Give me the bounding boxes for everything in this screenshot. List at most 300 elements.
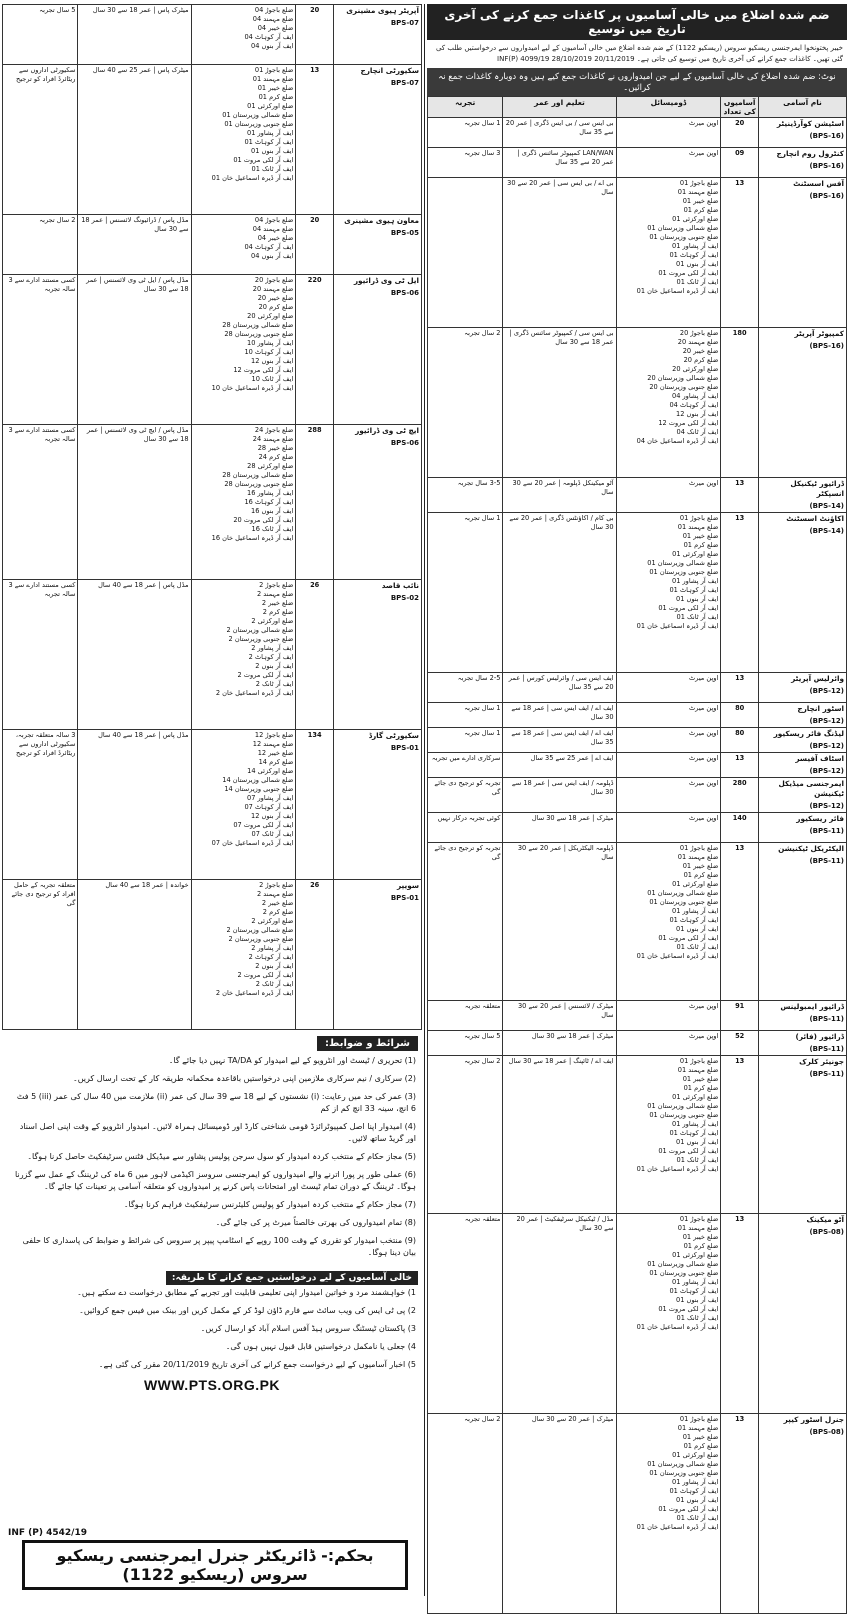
domicile-line: ضلع کرم 14	[258, 758, 294, 766]
domicile-line: ایف آر لکی مروت 01	[658, 1305, 719, 1313]
cell-count: 09	[721, 148, 759, 178]
domicile-line: ایف آر پشاور 01	[672, 907, 719, 915]
domicile-line: ایف آر ٹانک 04	[676, 428, 719, 436]
domicile-line: ایف آر کوہاٹ 07	[244, 803, 294, 811]
term-item: (8) تمام امیدواروں کی بھرتی خالصتاً میرٹ پر کی جائے گی۔	[215, 1218, 416, 1227]
domicile-line: ضلع خیبر 04	[257, 24, 294, 32]
cell-education: مڈل پاس | عمر 18 سے 40 سال	[78, 580, 191, 730]
domicile-line: اوپن میرٹ	[688, 1002, 719, 1010]
cell-domicile	[191, 425, 296, 580]
post-name: وائرلیس آپریٹر	[791, 674, 844, 683]
domicile-line: ضلع جنوبی وزیرستان 01	[649, 233, 719, 241]
domicile-line: ضلع اورکزئی 20	[672, 365, 719, 373]
cell-education: مڈل پاس / ایچ ٹی وی لائسنس | عمر 18 سے 30 سال	[78, 425, 191, 580]
domicile-line: ایف آر لکی مروت 01	[658, 269, 719, 277]
cell-count: 91	[721, 1001, 759, 1031]
left-column	[2, 4, 422, 1598]
domicile-line: ضلع کرم 01	[683, 1242, 719, 1250]
header-post: نام آسامی	[759, 97, 847, 118]
domicile-line: ضلع باجوڑ 01	[679, 1057, 719, 1065]
post-name: آفس اسسٹنٹ	[793, 179, 844, 188]
domicile-line: ضلع خیبر 01	[257, 84, 294, 92]
domicile-line: ضلع خیبر 12	[257, 749, 294, 757]
apply-title: خالی آسامیوں کے لیے درخواستیں جمع کرانے کا طریقہ:	[166, 1271, 418, 1285]
table-row	[428, 778, 847, 813]
cell-education: بی ایس سی / بی ایس ڈگری | عمر 20 سے 35 سال	[503, 118, 616, 148]
cell-domicile	[616, 728, 721, 753]
apply-item: 1) خواہشمند مرد و خواتین امیدوار اپنی تعلیمی قابلیت اور تجربے کے مطابق درخواست دے سکتے ہیں۔	[77, 1288, 416, 1297]
domicile-line: ایف آر بنوں 01	[676, 925, 719, 933]
cell-experience: 2 سال تجربہ	[428, 328, 503, 478]
cell-experience: 5 سال تجربہ	[428, 1031, 503, 1056]
terms-section	[2, 1030, 422, 1393]
domicile-line: ایف آر کوہاٹ 10	[244, 348, 294, 356]
post-bps: (BPS-11)	[809, 827, 844, 835]
cell-experience: 3-5 سال تجربہ	[428, 478, 503, 513]
domicile-line: ایف آر ٹانک 01	[676, 1514, 719, 1522]
cell-experience: کسی مستند ادارے سے 3 سالہ تجربہ	[3, 580, 78, 730]
domicile-line: ضلع شمالی وزیرستان 01	[647, 559, 719, 567]
domicile-line: ایف آر ڈیرہ اسماعیل خان 01	[211, 174, 294, 182]
domicile-line: ایف آر کوہاٹ 16	[244, 498, 294, 506]
cell-domicile	[191, 65, 296, 215]
cell-domicile	[616, 1414, 721, 1614]
domicile-line: ضلع کرم 01	[683, 1442, 719, 1450]
cell-count: 26	[296, 880, 334, 1030]
domicile-line: ایف آر لکی مروت 2	[237, 671, 294, 679]
cell-count: 80	[721, 728, 759, 753]
domicile-line: اوپن میرٹ	[688, 814, 719, 822]
domicile-line: ضلع باجوڑ 01	[679, 514, 719, 522]
cell-experience: تجربہ کو ترجیح دی جائے گی	[428, 843, 503, 1001]
term-item: (4) امیدوار اپنا اصل کمپیوٹرائزڈ قومی شناختی کارڈ اور ڈومیسائل ہمراہ لائیں۔ امیدوار انٹرویو کے وقت اپنی اصل اسناد اور گریڈ ساتھ لائیں۔	[19, 1122, 416, 1143]
cell-education: ایف اے / ایف ایس سی | عمر 18 سے 35 سال	[503, 728, 616, 753]
cell-education: بی اے / بی ایس سی | عمر 20 سے 30 سال	[503, 178, 616, 328]
cell-education: میٹرک / لائسنس | عمر 20 سے 30 سال	[503, 1001, 616, 1031]
domicile-line: ضلع مہمند 04	[252, 225, 294, 233]
domicile-line: ایف آر پشاور 10	[247, 339, 294, 347]
post-bps: (BPS-16)	[809, 192, 844, 200]
domicile-line: اوپن میرٹ	[688, 729, 719, 737]
domicile-line: ایف آر ڈیرہ اسماعیل خان 01	[636, 1165, 719, 1173]
cell-domicile	[191, 880, 296, 1030]
cell-experience: 2 سال تجربہ	[428, 1414, 503, 1614]
cell-count: 220	[296, 275, 334, 425]
domicile-line: ضلع باجوڑ 01	[679, 1215, 719, 1223]
post-bps: BPS-07	[390, 19, 419, 27]
domicile-line: ضلع کرم 01	[683, 206, 719, 214]
cell-domicile	[191, 5, 296, 65]
terms-title: شرائط و ضوابط:	[317, 1036, 418, 1051]
domicile-line: ضلع اورکزئی 01	[247, 102, 294, 110]
domicile-line: ضلع مہمند 01	[677, 523, 719, 531]
cell-education: میٹرک پاس | عمر 25 سے 40 سال	[78, 65, 191, 215]
table-row	[428, 148, 847, 178]
post-name: ایل ٹی وی ڈرائیور	[353, 276, 419, 285]
domicile-line: ضلع جنوبی وزیرستان 01	[649, 1111, 719, 1119]
domicile-line: ضلع مہمند 20	[252, 285, 294, 293]
domicile-line: ضلع باجوڑ 20	[679, 329, 719, 337]
domicile-line: ضلع باجوڑ 12	[254, 731, 294, 739]
domicile-line: ضلع شمالی وزیرستان 01	[647, 1460, 719, 1468]
cell-count: 13	[721, 178, 759, 328]
domicile-line: ایف آر بنوں 12	[251, 812, 294, 820]
table-row	[428, 178, 847, 328]
cell-post	[759, 753, 847, 778]
domicile-line: ایف آر ٹانک 01	[676, 278, 719, 286]
cell-post	[334, 580, 422, 730]
cell-education: بی کام / اکاؤنٹس ڈگری | عمر 20 سے 30 سال	[503, 513, 616, 673]
cell-experience: 3 سالہ متعلقہ تجربہ، سکیورٹی اداروں سے ریٹائرڈ افراد کو ترجیح	[3, 730, 78, 880]
post-name: سکیورٹی انچارج	[360, 66, 419, 75]
domicile-line: ایف آر پشاور 01	[247, 129, 294, 137]
cell-post	[759, 513, 847, 673]
post-name: ایچ ٹی وی ڈرائیور	[355, 426, 419, 435]
domicile-line: ایف آر کوہاٹ 01	[669, 1129, 719, 1137]
cell-post	[759, 178, 847, 328]
domicile-line: ضلع شمالی وزیرستان 2	[226, 926, 294, 934]
domicile-line: ضلع باجوڑ 01	[679, 844, 719, 852]
domicile-line: ضلع شمالی وزیرستان 01	[647, 224, 719, 232]
header-education: تعلیم اور عمر	[503, 97, 616, 118]
domicile-line: ایف آر کوہاٹ 2	[248, 953, 294, 961]
cell-domicile	[616, 118, 721, 148]
cell-count: 13	[721, 1214, 759, 1414]
domicile-line: ایف آر ڈیرہ اسماعیل خان 01	[636, 1523, 719, 1531]
domicile-line: ضلع اورکزئی 01	[672, 215, 719, 223]
term-item: (7) مجاز حکام کے منتخب کردہ امیدوار کو پولیس کلیئرنس سرٹیفکیٹ فراہم کرنا ہوگا۔	[123, 1200, 416, 1209]
cell-count: 13	[721, 478, 759, 513]
cell-count: 13	[721, 1056, 759, 1214]
domicile-line: ایف آر ٹانک 2	[255, 680, 294, 688]
apply-item: 3) پاکستان ٹیسٹنگ سروس ہیڈ آفس اسلام آباد کو ارسال کریں۔	[200, 1324, 416, 1333]
domicile-line: ایف آر لکی مروت 01	[658, 604, 719, 612]
domicile-line: ضلع اورکزئی 01	[672, 1451, 719, 1459]
domicile-line: اوپن میرٹ	[688, 119, 719, 127]
ad-title: ضم شدہ اضلاع میں خالی آسامیوں پر کاغذات جمع کرنے کی آخری تاریخ میں توسیع	[427, 4, 847, 40]
post-name: اسٹاف آفیسر	[795, 754, 844, 763]
post-name: سویپر	[396, 881, 419, 890]
domicile-line: ایف آر کوہاٹ 01	[244, 138, 294, 146]
cell-education: خواندہ | عمر 18 سے 40 سال	[78, 880, 191, 1030]
cell-count: 52	[721, 1031, 759, 1056]
post-name: ڈرائیور (فائر)	[795, 1032, 844, 1041]
cell-education: آٹو میکینکل ڈپلومہ | عمر 20 سے 30 سال	[503, 478, 616, 513]
domicile-line: ایف آر بنوں 16	[251, 507, 294, 515]
domicile-line: ضلع باجوڑ 01	[679, 1415, 719, 1423]
table-row	[428, 703, 847, 728]
domicile-line: ایف آر کوہاٹ 01	[669, 1287, 719, 1295]
post-name: ایمرجنسی میڈیکل ٹیکنیشن	[778, 779, 844, 798]
domicile-line: ضلع مہمند 24	[252, 435, 294, 443]
post-bps: (BPS-14)	[809, 527, 844, 535]
cell-post	[759, 1056, 847, 1214]
cell-post	[334, 275, 422, 425]
ref-number: INF(P) 4099/19	[497, 55, 550, 63]
post-name: اسٹور انچارج	[797, 704, 844, 713]
post-name: الیکٹریکل ٹیکنیشن	[778, 844, 844, 853]
domicile-line: ضلع شمالی وزیرستان 2	[226, 626, 294, 634]
cell-domicile	[616, 673, 721, 703]
cell-education: ایف اے / ٹائپنگ | عمر 18 سے 30 سال	[503, 1056, 616, 1214]
post-name: کنٹرول روم انچارج	[776, 149, 844, 158]
domicile-line: ضلع اورکزئی 20	[247, 312, 294, 320]
cell-education: ڈپلومہ / ایف ایس سی | عمر 18 سے 30 سال	[503, 778, 616, 813]
cell-count: 20	[296, 5, 334, 65]
domicile-line: ایف آر لکی مروت 01	[658, 934, 719, 942]
cell-domicile	[616, 753, 721, 778]
domicile-line: ایف آر کوہاٹ 01	[669, 1487, 719, 1495]
domicile-line: ضلع شمالی وزیرستان 01	[222, 111, 294, 119]
term-item: (9) منتخب امیدوار کو تقرری کے وقت 100 روپے کے اسٹامپ پیپر پر سروس کی شرائط و ضوابط کی پاسداری کا حلفی بیان دینا ہوگا۔	[22, 1236, 416, 1257]
cell-domicile	[616, 1056, 721, 1214]
domicile-line: ایف آر ڈیرہ اسماعیل خان 01	[636, 1323, 719, 1331]
domicile-line: ایف آر کوہاٹ 04	[244, 33, 294, 41]
domicile-line: ضلع مہمند 01	[252, 75, 294, 83]
domicile-line: ضلع کرم 01	[258, 93, 294, 101]
domicile-line: ایف آر لکی مروت 12	[658, 419, 719, 427]
post-bps: (BPS-12)	[809, 802, 844, 810]
cell-domicile	[616, 513, 721, 673]
post-name: لیڈنگ فائر ریسکیور	[773, 729, 844, 738]
domicile-line: ضلع باجوڑ 2	[259, 881, 294, 889]
domicile-line: ضلع خیبر 01	[682, 532, 719, 540]
domicile-line: ایف آر لکی مروت 01	[658, 1147, 719, 1155]
post-bps: BPS-02	[390, 594, 419, 602]
cell-count: 13	[721, 673, 759, 703]
domicile-line: ضلع کرم 2	[262, 908, 294, 916]
domicile-line: ضلع اورکزئی 14	[247, 767, 294, 775]
table-row	[428, 1001, 847, 1031]
cell-education: مڈل / ٹیکنیکل سرٹیفکیٹ | عمر 20 سے 30 سال	[503, 1214, 616, 1414]
domicile-line: ضلع جنوبی وزیرستان 14	[224, 785, 294, 793]
table-row	[3, 5, 422, 65]
cell-experience: متعلقہ تجربہ	[428, 1001, 503, 1031]
domicile-line: ایف آر پشاور 16	[247, 489, 294, 497]
domicile-line: ضلع باجوڑ 04	[254, 6, 294, 14]
table-row	[3, 65, 422, 215]
table-row	[428, 813, 847, 843]
apply-item: 2) پی ٹی ایس کی ویب سائٹ سے فارم ڈاؤن لوڈ کر کے مکمل کریں اور بینک میں فیس جمع کروائیں۔	[79, 1306, 416, 1315]
cell-education: ڈپلومہ الیکٹریکل | عمر 20 سے 30 سال	[503, 843, 616, 1001]
domicile-line: ضلع کرم 01	[683, 871, 719, 879]
cell-experience	[428, 178, 503, 328]
cell-post	[334, 65, 422, 215]
post-name: ڈرائیور ایمبولینس	[780, 1002, 844, 1011]
cell-experience: سرکاری ادارے میں تجربہ	[428, 753, 503, 778]
post-name: ڈرائیور ٹیکنیکل انسپکٹر	[790, 479, 844, 498]
domicile-line: ضلع باجوڑ 04	[254, 216, 294, 224]
domicile-line: ضلع اورکزئی 01	[672, 1251, 719, 1259]
term-item: (2) سرکاری / نیم سرکاری ملازمین اپنی درخواستیں باقاعدہ محکمانہ طریقہ کار کے تحت ارسال کریں۔	[73, 1074, 416, 1083]
cell-post	[759, 1214, 847, 1414]
cell-post	[759, 1414, 847, 1614]
jobs-table-right	[427, 96, 847, 1614]
domicile-line: ضلع اورکزئی 01	[672, 550, 719, 558]
post-name: نائب قاصد	[381, 581, 419, 590]
domicile-line: ایف آر پشاور 01	[672, 1478, 719, 1486]
domicile-line: ضلع مہمند 01	[677, 188, 719, 196]
domicile-line: ضلع خیبر 2	[261, 899, 294, 907]
cell-experience: 2 سال تجربہ	[3, 215, 78, 275]
domicile-line: ضلع شمالی وزیرستان 28	[222, 321, 294, 329]
old-date: 28/10/2019	[551, 55, 592, 63]
table-row	[3, 730, 422, 880]
domicile-line: ایف آر لکی مروت 12	[233, 366, 294, 374]
post-bps: (BPS-11)	[809, 1070, 844, 1078]
domicile-line: ضلع اورکزئی 2	[251, 917, 294, 925]
post-bps: (BPS-16)	[809, 132, 844, 140]
cell-experience: 1 سال تجربہ	[428, 118, 503, 148]
cell-domicile	[616, 478, 721, 513]
cell-post	[759, 118, 847, 148]
right-column	[427, 4, 847, 1598]
table-row	[428, 1214, 847, 1414]
domicile-line: ضلع خیبر 2	[261, 599, 294, 607]
domicile-line: اوپن میرٹ	[688, 149, 719, 157]
domicile-line: اوپن میرٹ	[688, 704, 719, 712]
domicile-line: ضلع مہمند 04	[252, 15, 294, 23]
domicile-line: ضلع باجوڑ 2	[259, 581, 294, 589]
domicile-line: ضلع خیبر 20	[682, 347, 719, 355]
domicile-line: ضلع خیبر 01	[682, 1433, 719, 1441]
domicile-line: ضلع جنوبی وزیرستان 01	[649, 1269, 719, 1277]
domicile-line: ایف آر بنوں 2	[255, 962, 294, 970]
domicile-line: ایف آر کوہاٹ 01	[669, 251, 719, 259]
post-name: اکاؤنٹ اسسٹنٹ	[786, 514, 844, 523]
post-name: آٹو میکینک	[806, 1215, 844, 1224]
domicile-line: ایف آر پشاور 2	[251, 644, 294, 652]
cell-experience: کسی مستند ادارے سے 3 سالہ تجربہ	[3, 425, 78, 580]
domicile-line: ضلع کرم 2	[262, 608, 294, 616]
table-row	[428, 1031, 847, 1056]
cell-count: 13	[721, 753, 759, 778]
table-row	[3, 215, 422, 275]
cell-education: بی ایس سی / کمپیوٹر سائنس ڈگری | عمر 18 سے 30 سال	[503, 328, 616, 478]
cell-education: LAN/WAN کمپیوٹر سائنس ڈگری | عمر 20 سے 35 سال	[503, 148, 616, 178]
cell-education: میٹرک پاس | عمر 18 سے 30 سال	[78, 5, 191, 65]
post-bps: (BPS-12)	[809, 687, 844, 695]
domicile-line: ایف آر پشاور 01	[672, 577, 719, 585]
term-item: (5) مجاز حکام کے منتخب کردہ امیدوار کو سول سرجن پولیس پشاور سے میڈیکل فٹنس سرٹیفکیٹ حاصل کرنا ہوگا۔	[27, 1152, 416, 1161]
cell-post	[334, 730, 422, 880]
cell-experience: 2 سال تجربہ	[428, 1056, 503, 1214]
post-bps: BPS-01	[390, 894, 419, 902]
table-row	[428, 753, 847, 778]
ad-note: نوٹ: ضم شدہ اضلاع کی خالی آسامیوں کے لیے جن امیدواروں نے کاغذات جمع کیے ہیں وہ دوبارہ کاغذات جمع نہ کرائیں۔	[427, 68, 847, 96]
domicile-line: ایف آر بنوں 01	[676, 595, 719, 603]
domicile-line: ضلع خیبر 01	[682, 197, 719, 205]
domicile-line: ایف آر ٹانک 01	[676, 613, 719, 621]
post-bps: (BPS-12)	[809, 767, 844, 775]
cell-post	[759, 703, 847, 728]
post-name: جنرل اسٹور کیپر	[783, 1415, 844, 1424]
table-row	[428, 478, 847, 513]
post-name: معاون ہیوی مشینری	[344, 216, 419, 225]
domicile-line: ایف آر کوہاٹ 01	[669, 916, 719, 924]
domicile-line: ضلع شمالی وزیرستان 14	[222, 776, 294, 784]
post-bps: (BPS-08)	[809, 1228, 844, 1236]
post-bps: (BPS-11)	[809, 1045, 844, 1053]
domicile-line: ایف آر کوہاٹ 2	[248, 653, 294, 661]
post-name: آپریٹر ہیوی مشینری	[346, 6, 419, 15]
post-bps: BPS-05	[390, 229, 419, 237]
cell-experience: 5 سال تجربہ	[3, 5, 78, 65]
domicile-line: ایف آر پشاور 01	[672, 242, 719, 250]
domicile-line: ایف آر بنوں 2	[255, 662, 294, 670]
cell-education: مڈل پاس / ایل ٹی وی لائسنس | عمر 18 سے 30 سال	[78, 275, 191, 425]
cell-domicile	[616, 1031, 721, 1056]
cell-experience: متعلقہ تجربہ	[428, 1214, 503, 1414]
domicile-line: ایف آر ٹانک 01	[676, 943, 719, 951]
jobs-table-left	[2, 4, 422, 1030]
domicile-line: ضلع جنوبی وزیرستان 2	[228, 935, 294, 943]
domicile-line: ایف آر ڈیرہ اسماعیل خان 04	[636, 437, 719, 445]
domicile-line: ایف آر لکی مروت 2	[237, 971, 294, 979]
domicile-line: ضلع مہمند 2	[256, 590, 294, 598]
domicile-line: ضلع خیبر 04	[257, 234, 294, 242]
domicile-line: ایف آر ڈیرہ اسماعیل خان 01	[636, 622, 719, 630]
post-name: اسٹیشن کوآرڈینیٹر	[776, 119, 844, 128]
cell-education: میٹرک | عمر 20 سے 30 سال	[503, 1414, 616, 1614]
table-row	[428, 118, 847, 148]
domicile-line: ضلع شمالی وزیرستان 01	[647, 889, 719, 897]
header-count: آسامیوں کی تعداد	[721, 97, 759, 118]
domicile-line: ضلع شمالی وزیرستان 01	[647, 1102, 719, 1110]
header-domicile: ڈومیسائل	[616, 97, 721, 118]
domicile-line: ضلع باجوڑ 01	[679, 179, 719, 187]
domicile-line: ایف آر بنوں 01	[676, 1296, 719, 1304]
domicile-line: ضلع اورکزئی 28	[247, 462, 294, 470]
domicile-line: ایف آر لکی مروت 01	[233, 156, 294, 164]
post-bps: (BPS-11)	[809, 857, 844, 865]
cell-count: 26	[296, 580, 334, 730]
new-date: 20/11/2019	[594, 55, 635, 63]
cell-domicile	[191, 730, 296, 880]
domicile-line: ایف آر بنوں 04	[251, 42, 294, 50]
post-bps: BPS-07	[390, 79, 419, 87]
cell-domicile	[616, 1214, 721, 1414]
domicile-line: ضلع مہمند 01	[677, 1424, 719, 1432]
post-name: جونیئر کلرک	[799, 1057, 844, 1066]
domicile-line: ایف آر ڈیرہ اسماعیل خان 07	[211, 839, 294, 847]
domicile-line: ضلع کرم 20	[258, 303, 294, 311]
domicile-line: ایف آر کوہاٹ 04	[244, 243, 294, 251]
cell-domicile	[616, 778, 721, 813]
domicile-line: ضلع شمالی وزیرستان 20	[647, 374, 719, 382]
cell-post	[759, 778, 847, 813]
domicile-line: ایف آر پشاور 01	[672, 1278, 719, 1286]
domicile-line: ضلع جنوبی وزیرستان 28	[224, 480, 294, 488]
cell-count: 13	[721, 513, 759, 673]
domicile-line: ایف آر ٹانک 01	[676, 1314, 719, 1322]
domicile-line: ضلع کرم 24	[258, 453, 294, 461]
domicile-line: ایف آر ڈیرہ اسماعیل خان 01	[636, 952, 719, 960]
domicile-line: ضلع باجوڑ 01	[254, 66, 294, 74]
domicile-line: ضلع اورکزئی 01	[672, 1093, 719, 1101]
cell-experience: کوئی تجربہ درکار نہیں	[428, 813, 503, 843]
domicile-line: ایف آر ڈیرہ اسماعیل خان 10	[211, 384, 294, 392]
post-bps: (BPS-12)	[809, 742, 844, 750]
domicile-line: ایف آر ٹانک 10	[251, 375, 294, 383]
cell-post	[334, 880, 422, 1030]
website-link[interactable]: WWW.PTS.ORG.PK	[143, 1377, 281, 1393]
domicile-line: ضلع شمالی وزیرستان 28	[222, 471, 294, 479]
cell-domicile	[616, 843, 721, 1001]
table-row	[428, 1414, 847, 1614]
domicile-line: ضلع باجوڑ 20	[254, 276, 294, 284]
domicile-line: ایف آر کوہاٹ 01	[669, 586, 719, 594]
